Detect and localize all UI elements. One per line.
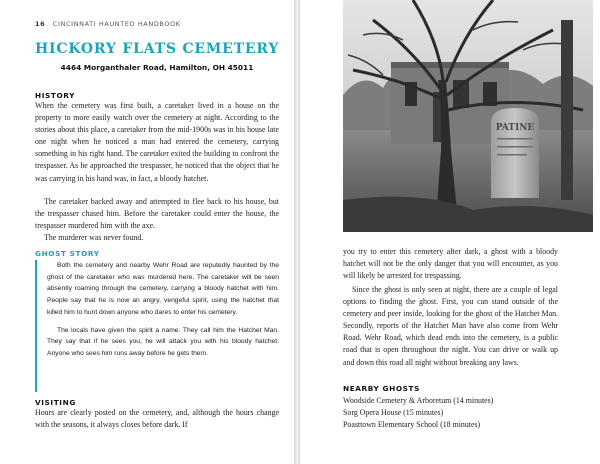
ghost-story-box: [35, 260, 279, 392]
nearby-ghosts-heading: NEARBY GHOSTS: [343, 384, 420, 393]
page-number: 16: [35, 20, 46, 28]
history-heading: HISTORY: [35, 91, 75, 100]
continued-paragraph-2: Since the ghost is only seen at night, there are a couple of legal options to finding the ghost. First, you can stand outside of the cemetery and peer inside, looking for the ghost of the Hatchet Man. Secondly, reports of the Hatchet Man have also come from Wehr Road. Wehr Road, which dead ends into the cemetery, is a public road that is open throughout the night. You can drive or walk up and down this road all night without breaking any laws.: [343, 285, 558, 367]
gravestone-inscription: PATINE: [495, 123, 535, 133]
right-page: [300, 0, 600, 464]
running-head: [35, 20, 181, 28]
address: 4464 Morganthaler Road, Hamilton, OH 45011: [60, 63, 254, 72]
ghost-story-paragraph-1: Both the cemetery and nearby Wehr Road are reputedly haunted by the ghost of the caretaker who was murdered here. The caretaker will be seen absently roaming through the cemetery, carrying a bloody hatchet with him. People say that he is now an angry, vengeful spirit, using the hatchet that killed him to hunt down anyone who dares to enter his cemetery.: [47, 262, 279, 316]
history-paragraph-1: When the cemetery was first built, a caretaker lived in a house on the property to more easily watch over the cemetery at night. According to the stories about this place, a caretaker from the mid-1900s was in his house late one night when he noticed a man had entered the cemetery, carrying something in his right hand. The caretaker exited the building to confront the trespasser. As he approached the trespasser, he noticed that the object that he was carrying in his hand was, in fact, a bloody hatchet.: [35, 101, 279, 183]
nearby-ghost-item: Poasttown Elementary School (18 minutes): [343, 420, 481, 430]
nearby-ghosts-list: [343, 395, 558, 432]
history-paragraph-3: The murderer was never found.: [44, 233, 144, 242]
visiting-paragraph: Hours are clearly posted on the cemetery, and, although the hours change with the seasons, it always closes before dark. If: [35, 408, 279, 430]
ghost-story-paragraph-2: The locals have given the spirit a name. They call him the Hatchet Man. They say that if he sees you, he will attack you with his bloody hatchet. Anyone who sees him runs away before he gets them.: [47, 326, 279, 357]
visiting-heading: VISITING: [35, 398, 76, 407]
continued-paragraph-1: you try to enter this cemetery after dark, a ghost with a bloody hatchet will not be the only danger that you will encounter, as you will likely be arrested for trespassing.: [343, 247, 558, 281]
history-paragraph-2: The caretaker backed away and attempted to flee back to his house, but the trespasser chased him. Before the caretaker could enter the house, the trespasser murdered him with the axe.: [35, 197, 279, 231]
cemetery-photo-illustration: [343, 0, 593, 232]
left-page: [0, 0, 294, 464]
ghost-story-heading: GHOST STORY: [35, 249, 100, 258]
book-title: CINCINNATI HAUNTED HANDBOOK: [52, 20, 181, 28]
nearby-ghost-item: Sorg Opera House (15 minutes): [343, 408, 444, 418]
cemetery-photo: [343, 0, 593, 232]
page-title: HICKORY FLATS CEMETERY: [35, 41, 280, 57]
nearby-ghost-item: Woodside Cemetery & Arboretum (14 minutes): [343, 396, 494, 405]
